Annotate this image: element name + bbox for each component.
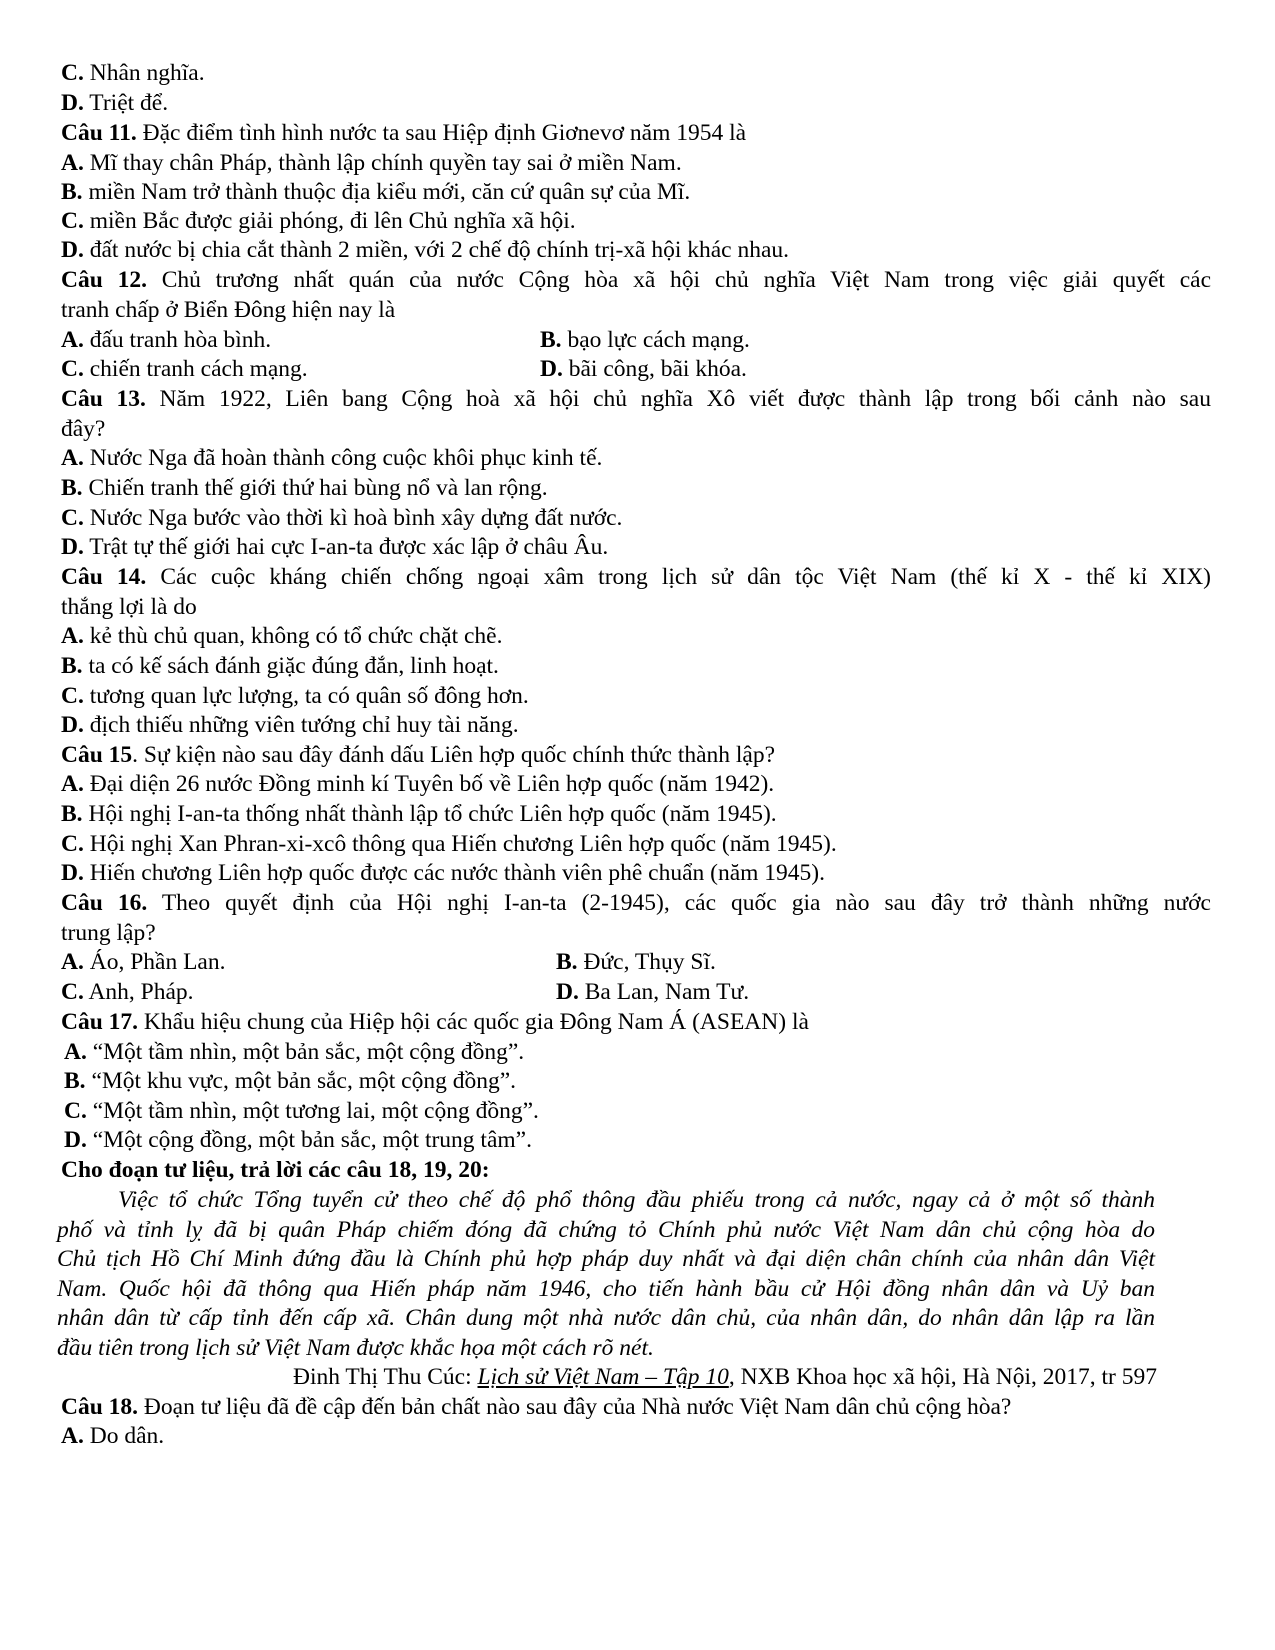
- option-text: Mĩ thay chân Pháp, thành lập chính quyền tay sai ở miền Nam.: [83, 150, 682, 176]
- option-key: C.: [61, 505, 84, 531]
- q17-option-b: [64, 1066, 516, 1096]
- q11-option-c: [61, 206, 576, 236]
- source-publisher: , NXB Khoa học xã hội, Hà Nội, 2017, tr 597: [728, 1364, 1157, 1390]
- question-number: Câu 14.: [61, 564, 147, 590]
- option-key: D.: [61, 712, 84, 738]
- question-text: Khẩu hiệu chung của Hiệp hội các quốc gia Đông Nam Á (ASEAN) là: [138, 1009, 809, 1035]
- option-text: đất nước bị chia cắt thành 2 miền, với 2 chế độ chính trị-xã hội khác nhau.: [83, 237, 790, 263]
- option-text: “Một cộng đồng, một bản sắc, một trung tâm”.: [86, 1127, 532, 1153]
- question-number: Câu 16.: [61, 890, 148, 916]
- option-text: Đức, Thụy Sĩ.: [577, 949, 716, 975]
- q14-option-b: [61, 651, 499, 681]
- question-17-stem: [61, 1007, 809, 1037]
- question-number: Câu 17.: [61, 1009, 139, 1035]
- option-key: D.: [540, 356, 563, 382]
- option-key: B.: [64, 1068, 86, 1094]
- option-text: “Một khu vực, một bản sắc, một cộng đồng”.: [85, 1068, 516, 1094]
- option-key: C.: [61, 60, 84, 86]
- option-key: D.: [64, 1127, 87, 1153]
- option-text: chiến tranh cách mạng.: [83, 356, 308, 382]
- question-14-stem-cont: thắng lợi là do: [61, 594, 197, 620]
- option-text: Nước Nga bước vào thời kì hoà bình xây dựng đất nước.: [83, 505, 623, 531]
- option-key: C.: [61, 683, 84, 709]
- q13-option-c: [61, 503, 622, 533]
- option-key: B.: [61, 801, 83, 827]
- option-d: [61, 88, 168, 118]
- q11-option-b: [61, 177, 690, 207]
- q12-option-a: [61, 325, 271, 355]
- option-text: Hội nghị I-an-ta thống nhất thành lập tổ chức Liên hợp quốc (năm 1945).: [82, 801, 777, 827]
- question-number: Câu 18.: [61, 1394, 139, 1420]
- option-text: Do dân.: [83, 1423, 165, 1449]
- q15-option-d: [61, 858, 825, 888]
- option-key: B.: [540, 327, 562, 353]
- question-18-stem: [61, 1392, 1011, 1422]
- question-14-stem: [61, 562, 1211, 592]
- question-12-stem-cont: tranh chấp ở Biển Đông hiện nay là: [61, 297, 396, 323]
- q16-option-d: [556, 977, 749, 1007]
- passage-line: Việc tổ chức Tổng tuyển cử theo chế độ phổ thông đầu phiếu trong cả nước, ngay cả ở một số thành: [118, 1187, 1155, 1213]
- q14-option-c: [61, 681, 529, 711]
- option-text: Nhân nghĩa.: [83, 60, 205, 86]
- option-key: A.: [61, 150, 84, 176]
- option-key: D.: [61, 90, 84, 116]
- option-key: D.: [556, 979, 579, 1005]
- option-key: D.: [61, 534, 84, 560]
- option-key: B.: [61, 653, 83, 679]
- q14-option-d: [61, 710, 519, 740]
- option-text: ta có kế sách đánh giặc đúng đắn, linh hoạt.: [82, 653, 499, 679]
- question-number: Câu 11.: [61, 120, 137, 146]
- option-key: A.: [61, 623, 84, 649]
- option-key: C.: [64, 1098, 87, 1124]
- q12-option-b: [540, 325, 750, 355]
- q15-option-a: [61, 769, 774, 799]
- option-key: A.: [61, 771, 84, 797]
- option-key: A.: [61, 327, 84, 353]
- option-text: kẻ thù chủ quan, không có tổ chức chặt chẽ.: [83, 623, 503, 649]
- option-text: “Một tầm nhìn, một tương lai, một cộng đồng”.: [86, 1098, 539, 1124]
- question-text: Chủ trương nhất quán của nước Cộng hòa xã hội chủ nghĩa Việt Nam trong việc giải quyết các: [146, 267, 1212, 293]
- option-text: miền Bắc được giải phóng, đi lên Chủ nghĩa xã hội.: [83, 208, 576, 234]
- q13-option-a: [61, 443, 602, 473]
- option-text: Nước Nga đã hoàn thành công cuộc khôi phục kinh tế.: [83, 445, 603, 471]
- option-key: C.: [61, 979, 84, 1005]
- option-key: C.: [61, 356, 84, 382]
- q12-option-c: [61, 354, 308, 384]
- passage-line: đầu tiên trong lịch sử Việt Nam được khắc họa một cách rõ nét.: [57, 1335, 654, 1361]
- option-c: [61, 58, 205, 88]
- q16-option-b: [556, 947, 716, 977]
- option-key: C.: [61, 208, 84, 234]
- question-16-stem: [61, 888, 1211, 918]
- question-text: . Sự kiện nào sau đây đánh dấu Liên hợp quốc chính thức thành lập?: [132, 742, 776, 768]
- passage-line: nhân dân từ cấp tỉnh đến cấp xã. Chân dung một nhà nước dân chủ, của nhân dân, do nhân dân lập ra lần: [57, 1305, 1155, 1331]
- option-text: Triệt để.: [83, 90, 169, 116]
- question-13-stem-cont: đây?: [61, 416, 106, 442]
- passage-source: [293, 1362, 1157, 1392]
- passage-line: phố và tỉnh lỵ đã bị quân Pháp chiếm đóng đã chứng tỏ Chính phủ nước Việt Nam dân chủ cộng hòa do: [57, 1217, 1155, 1243]
- q17-option-c: [64, 1096, 539, 1126]
- question-number: Câu 15: [61, 742, 133, 768]
- question-16-stem-cont: trung lập?: [61, 920, 156, 946]
- q13-option-d: [61, 532, 608, 562]
- q16-option-a: [61, 947, 226, 977]
- option-text: Trật tự thế giới hai cực I-an-ta được xác lập ở châu Âu.: [83, 534, 609, 560]
- q11-option-d: [61, 235, 789, 265]
- q17-option-d: [64, 1125, 532, 1155]
- question-number: Câu 13.: [61, 386, 146, 412]
- option-key: B.: [61, 475, 83, 501]
- option-key: D.: [61, 237, 84, 263]
- q15-option-c: [61, 829, 837, 859]
- option-text: miền Nam trở thành thuộc địa kiểu mới, căn cứ quân sự của Mĩ.: [82, 179, 691, 205]
- option-key: B.: [61, 179, 83, 205]
- passage-line: Nam. Quốc hội đã thông qua Hiến pháp năm 1946, cho tiến hành bầu cử Hội đồng nhân dân và Uỷ ban: [57, 1276, 1155, 1302]
- source-author: Đinh Thị Thu Cúc:: [292, 1364, 478, 1390]
- option-key: A.: [61, 445, 84, 471]
- option-key: A.: [64, 1039, 87, 1065]
- option-text: bạo lực cách mạng.: [561, 327, 750, 353]
- question-number: Câu 12.: [61, 267, 147, 293]
- option-key: A.: [61, 949, 84, 975]
- option-text: tương quan lực lượng, ta có quân số đông hơn.: [83, 683, 529, 709]
- q12-option-d: [540, 354, 747, 384]
- option-text: địch thiếu những viên tướng chỉ huy tài năng.: [83, 712, 519, 738]
- question-11-stem: [61, 118, 746, 148]
- q18-option-a: [61, 1421, 164, 1451]
- option-text: Hiến chương Liên hợp quốc được các nước thành viên phê chuẩn (năm 1945).: [83, 860, 825, 886]
- option-text: đấu tranh hòa bình.: [83, 327, 272, 353]
- option-text: Chiến tranh thế giới thứ hai bùng nổ và lan rộng.: [82, 475, 548, 501]
- question-text: Đặc điểm tình hình nước ta sau Hiệp định Giơnevơ năm 1954 là: [136, 120, 747, 146]
- option-text: Anh, Pháp.: [83, 979, 194, 1005]
- q16-option-c: [61, 977, 194, 1007]
- option-text: Đại diện 26 nước Đồng minh kí Tuyên bố về Liên hợp quốc (năm 1942).: [83, 771, 775, 797]
- q13-option-b: [61, 473, 548, 503]
- source-title: Lịch sử Việt Nam – Tập 10: [477, 1364, 729, 1390]
- q11-option-a: [61, 148, 682, 178]
- option-text: “Một tầm nhìn, một bản sắc, một cộng đồng”.: [86, 1039, 525, 1065]
- option-text: Hội nghị Xan Phran-xi-xcô thông qua Hiến chương Liên hợp quốc (năm 1945).: [83, 831, 837, 857]
- question-text: Năm 1922, Liên bang Cộng hoà xã hội chủ nghĩa Xô viết được thành lập trong bối cảnh nào sau: [145, 386, 1211, 412]
- q17-option-a: [64, 1037, 524, 1067]
- option-key: B.: [556, 949, 578, 975]
- question-text: Các cuộc kháng chiến chống ngoại xâm trong lịch sử dân tộc Việt Nam (thế kỉ X - thế kỉ XIX): [146, 564, 1211, 590]
- question-15-stem: [61, 740, 775, 770]
- passage-heading: Cho đoạn tư liệu, trả lời các câu 18, 19, 20:: [61, 1157, 490, 1183]
- option-text: Ba Lan, Nam Tư.: [578, 979, 750, 1005]
- q15-option-b: [61, 799, 777, 829]
- option-key: C.: [61, 831, 84, 857]
- question-13-stem: [61, 384, 1211, 414]
- q14-option-a: [61, 621, 503, 651]
- option-text: bãi công, bãi khóa.: [562, 356, 747, 382]
- passage-line: Chủ tịch Hồ Chí Minh đứng đầu là Chính phủ hợp pháp duy nhất và đại diện chân chính của nhân dân Việt: [57, 1246, 1155, 1272]
- question-text: Đoạn tư liệu đã đề cập đến bản chất nào sau đây của Nhà nước Việt Nam dân chủ cộng hòa?: [138, 1394, 1012, 1420]
- option-text: Áo, Phần Lan.: [83, 949, 226, 975]
- option-key: A.: [61, 1423, 84, 1449]
- question-text: Theo quyết định của Hội nghị I-an-ta (2-1945), các quốc gia nào sau đây trở thành những nước: [147, 890, 1211, 916]
- option-key: D.: [61, 860, 84, 886]
- question-12-stem: [61, 265, 1211, 295]
